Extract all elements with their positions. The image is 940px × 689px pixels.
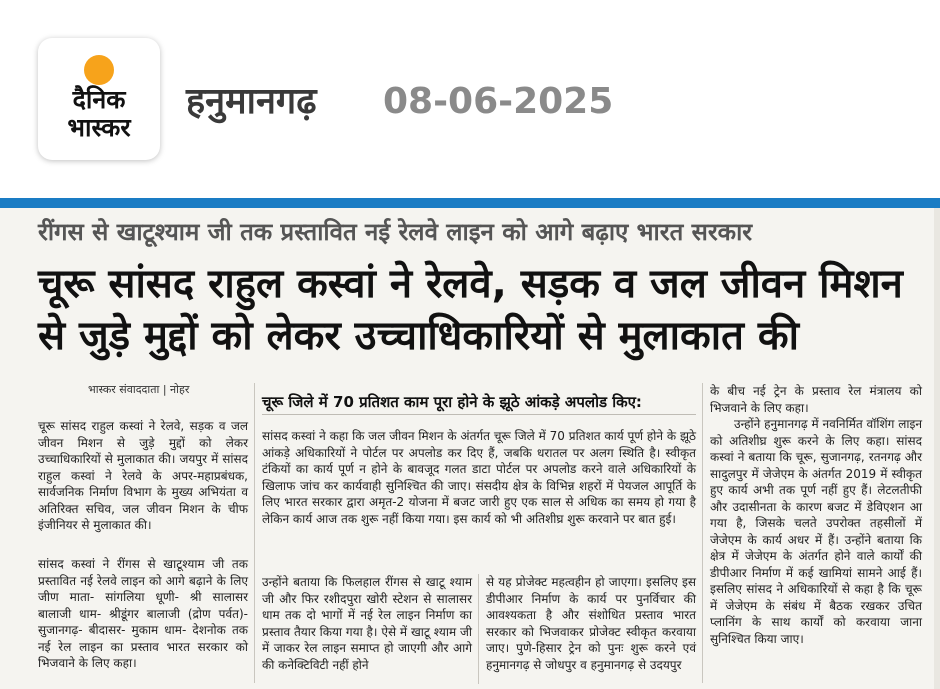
article-column-2 [262, 574, 472, 673]
header-bar [0, 0, 940, 196]
logo-text: दैनिक भास्कर [67, 85, 131, 142]
column-divider [702, 383, 703, 683]
sidebar-box-paragraph: सांसद कस्वां ने कहा कि जल जीवन मिशन के अंतर्गत चूरू जिले में 70 प्रतिशत कार्य पूर्ण होने के झूठे आंकड़े अधिकारियों ने पोर्टल पर अपलोड कर दिए हैं, जबकि धरातल पर अलग स्थिति है। स्वीकृत टंकियों का कार्य पूर्ण न होने के बावजूद गलत डाटा पोर्टल पर अपलोड करने वाले अधिकारियों के खिलाफ जांच कर कार्यवाही सुनिश्चित की जाए। संसदीय क्षेत्र के विभिन्न शहरों में पेयजल आपूर्ति के लिए भारत सरकार द्वारा अमृत-2 योजना में बजट जारी हुए एक साल से अधिक का समय हो गया है लेकिन कार्य आज तक शुरू नहीं किया गया। इस कार्य को भी अतिशीघ्र शुरू करवाने पर बात हुई। [262, 429, 696, 526]
header-divider [0, 198, 940, 208]
column-2-paragraph: उन्होंने बताया कि फिलहाल रींगस से खाटू श्याम जी और फिर रशीदपुरा खोरी स्टेशन से सालासर धाम तक दो भागों में नई रेल लाइन निर्माण का प्रस्ताव तैयार किया गया है। ऐसे में खाटू श्याम जी में जाकर रेल लाइन समाप्त हो जाएगी और आगे की कनेक्टिविटी नहीं होने [262, 575, 472, 672]
sidebar-box-title: चूरू जिले में 70 प्रतिशत काम पूरा होने के झूठे आंकड़े अपलोड किए: [262, 393, 642, 411]
sidebar-box-body [262, 428, 696, 527]
column-1-paragraph-2: सांसद कस्वां ने रींगस से खाटूश्याम जी तक प्रस्तावित नई रेलवे लाइन को आगे बढ़ाने के लिए जीण माता- सांगलिया धूणी- श्री सालासर बालाजी धाम- श्रीडूंगर बालाजी (द्रोण पर्वत)-सुजानगढ़- बीदासर- मुकाम धाम- देशनोक तक नई रेल लाइन का प्रस्ताव भारत सरकार को भिजवाने के लिए कहा। [38, 557, 248, 670]
edition-city: हनुमानगढ़ [186, 81, 317, 122]
sun-icon [84, 55, 114, 85]
article-headline: चूरू सांसद राहुल कस्वां ने रेलवे, सड़क व जल जीवन मिशन से जुड़े मुद्दों को लेकर उच्चाधिकारियों से मुलाकात की [38, 261, 903, 359]
article-byline: भास्कर संवाददाता | नोहर [88, 383, 190, 396]
article-column-3 [486, 574, 696, 673]
article-column-4 [710, 383, 922, 647]
column-divider [478, 574, 479, 684]
article-column-1-continued [38, 556, 248, 672]
sidebar-box-rule [262, 414, 696, 415]
column-divider [254, 383, 255, 683]
article-column-1 [38, 418, 248, 534]
dainik-bhaskar-logo[interactable] [38, 38, 160, 160]
edition-date: 08-06-2025 [383, 81, 614, 122]
column-4-paragraph-1: के बीच नई ट्रेन के प्रस्ताव रेल मंत्रालय को भिजवाने के लिए कहा। [710, 384, 922, 415]
column-1-paragraph-1: चूरू सांसद राहुल कस्वां ने रेलवे, सड़क व जल जीवन मिशन से जुड़े मुद्दों को लेकर उच्चाधिकारियों से मुलाकात की। जयपुर में सांसद राहुल कस्वां ने रेलवे के अपर-महाप्रबंधक, सार्वजनिक निर्माण विभाग के मुख्य अभियंता व अतिरिक्त सचिव, जल जीवन मिशन के चीफ इंजीनियर से मुलाकात की। [38, 419, 248, 532]
column-4-paragraph-2: उन्होंने हनुमानगढ़ में नवनिर्मित वॉशिंग लाइन को अतिशीघ्र शुरू करने के लिए कहा। सांसद कस्वां ने बताया कि चूरू, सुजानगढ़, रतनगढ़ और सादुलपुर में जेजेएम के अंतर्गत 2019 में स्वीकृत हुए कार्य अभी तक पूर्ण नहीं हुए हैं। लेटलतीफी और उदासीनता के कारण बजट में डेविएशन आ गया है, जिसके चलते उपरोक्त तहसीलों में जेजेएम के कार्य अधर में हैं। उन्होंने बताया कि क्षेत्र में जेजेएम के अंतर्गत होने वाले कार्यों की डीपीआर निर्माण में कई खामियां सामने आई हैं। इसलिए सांसद ने अधिकारियों से कहा है कि चूरू में जेजेएम के संबंध में बैठक रखकर उचित प्लानिंग के साथ कार्यों को करवाया जाना सुनिश्चित किया जाए। [710, 417, 922, 646]
article-kicker: रींगस से खाटूश्याम जी तक प्रस्तावित नई रेलवे लाइन को आगे बढ़ाए भारत सरकार [38, 218, 753, 246]
column-3-paragraph: से यह प्रोजेक्ट महत्वहीन हो जाएगा। इसलिए इस डीपीआर निर्माण के कार्य पर पुनर्विचार की आवश्यकता है और संशोधित प्रस्ताव भारत सरकार को भिजवाकर प्रोजेक्ट स्वीकृत करवाया जाए। पुणे-हिसार ट्रेन को पुनः शुरू करने एवं हनुमानगढ़ से जोधपुर व हनुमानगढ़ से उदयपुर [486, 575, 696, 672]
